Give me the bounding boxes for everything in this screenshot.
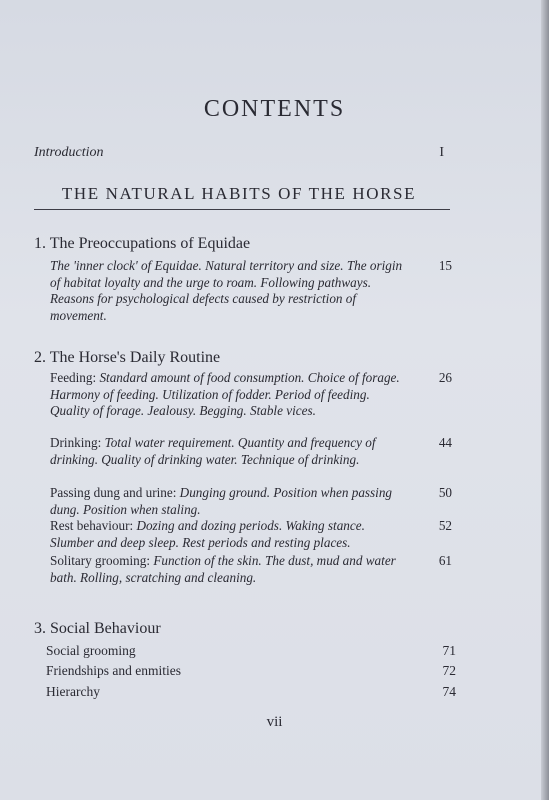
toc-entry (46, 663, 456, 679)
entry-heading: Drinking: (50, 435, 102, 450)
chapter-title: 3. Social Behaviour (34, 620, 161, 637)
divider-rule (34, 209, 450, 210)
toc-entry (50, 485, 460, 518)
toc-entry (50, 370, 460, 420)
toc-entry (50, 258, 460, 324)
entry-page-number: 61 (438, 553, 452, 568)
toc-entry (50, 553, 460, 586)
entry-description: Standard amount of food consumption. Choice of forage. Harmony of feeding. Utilization of fodder. Period of feeding. Quality of forage. Jealousy. Begging. Stable vices. (50, 370, 400, 418)
entry-page-number: I (439, 145, 444, 160)
entry-description: Function of the skin. The dust, mud and water bath. Rolling, scratching and cleaning. (50, 553, 396, 585)
entry-page-number: 50 (438, 485, 452, 500)
toc-entry-introduction (34, 145, 444, 161)
chapter-title: 2. The Horse's Daily Routine (34, 349, 221, 366)
toc-entry (50, 435, 460, 468)
entry-label: Social grooming (46, 643, 136, 658)
entry-label: Introduction (34, 145, 104, 160)
entry-page-number: 74 (442, 684, 456, 699)
toc-entry (50, 518, 460, 551)
entry-page-number: 72 (442, 663, 456, 678)
entry-page-number: 44 (438, 435, 452, 450)
entry-page-number: 71 (442, 643, 456, 658)
page-title: CONTENTS (203, 96, 346, 122)
toc-entry (46, 684, 456, 700)
entry-heading: Passing dung and urine: (50, 485, 177, 500)
toc-entry (46, 643, 456, 659)
entry-label: Friendships and enmities (46, 663, 181, 678)
entry-heading: Feeding: (50, 370, 97, 385)
entry-description: Total water requirement. Quantity and frequency of drinking. Quality of drinking water. Technique of drinking. (50, 435, 376, 467)
part-heading: THE NATURAL HABITS OF THE HORSE (61, 184, 417, 203)
entry-page-number: 52 (438, 518, 452, 533)
chapter-title: 1. The Preoccupations of Equidae (34, 235, 251, 252)
entry-description: The 'inner clock' of Equidae. Natural territory and size. The origin of habitat loyalty and the urge to roam. Following pathways. Reasons for psychological defects caused by restriction of movement. (50, 258, 403, 323)
entry-description: Dunging ground. Position when passing dung. Position when staling. (50, 485, 393, 517)
page-folio: vii (266, 714, 283, 730)
entry-label: Hierarchy (46, 684, 100, 699)
entry-page-number: 26 (438, 370, 452, 385)
entry-heading: Solitary grooming: (50, 553, 151, 568)
entry-page-number: 15 (438, 258, 452, 273)
entry-description: Dozing and dozing periods. Waking stance. Slumber and deep sleep. Rest periods and resting places. (50, 518, 365, 550)
entry-heading: Rest behaviour: (50, 518, 134, 533)
